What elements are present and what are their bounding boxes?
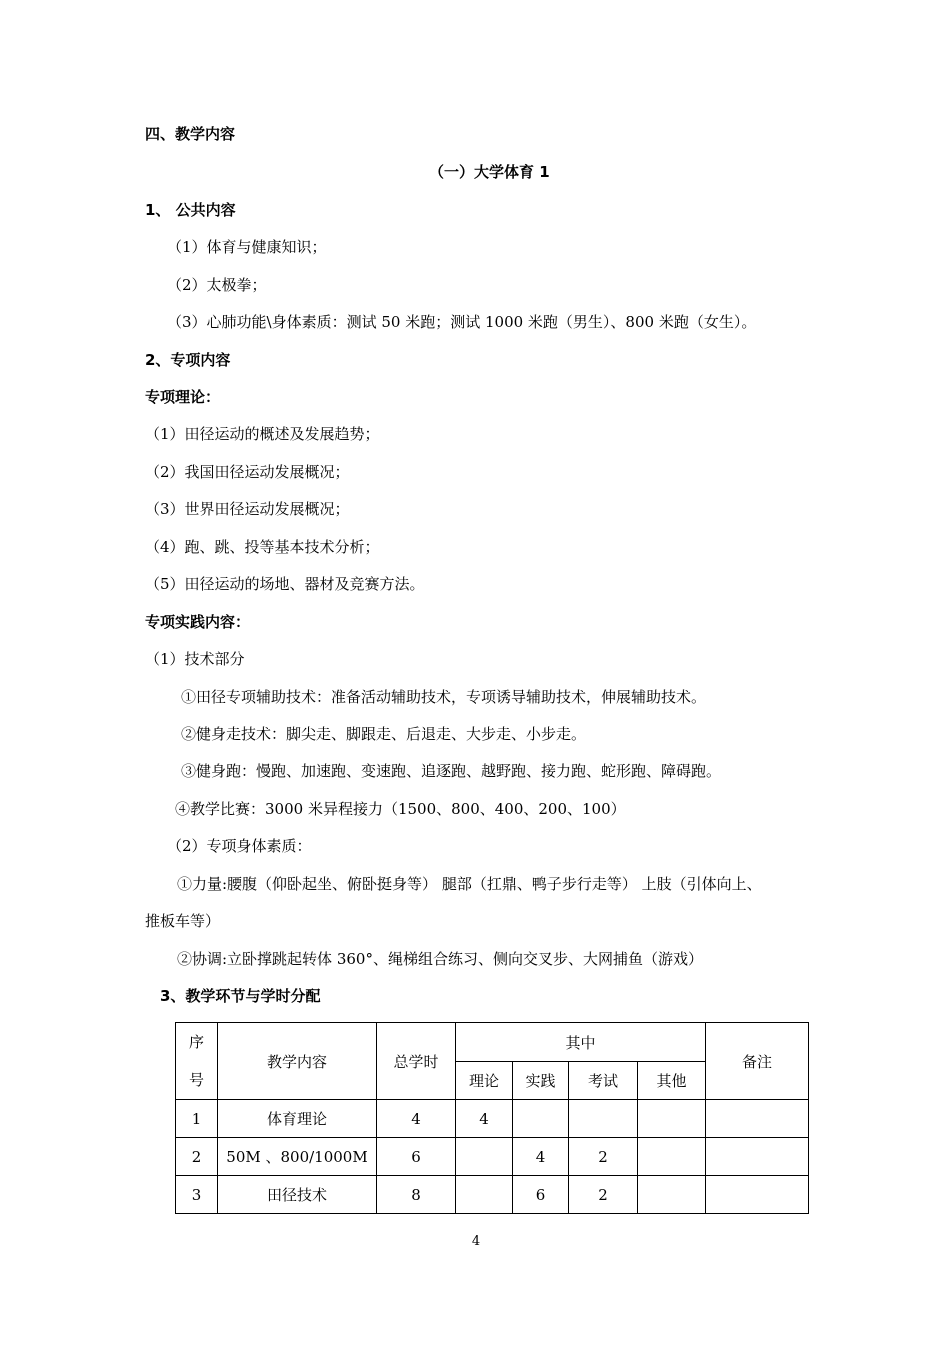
technique-item: ③健身跑：慢跑、加速跑、变速跑、追逐跑、越野跑、接力跑、蛇形跑、障碍跑。: [181, 762, 722, 780]
section-heading: 四、教学内容: [145, 125, 236, 143]
cell-content: 体育理论: [218, 1100, 377, 1138]
public-item: （1）体育与健康知识；: [167, 238, 327, 256]
theory-item: （1）田径运动的概述及发展趋势；: [145, 425, 380, 443]
theory-item: （4）跑、跳、投等基本技术分析；: [145, 538, 380, 556]
cell-content: 田径技术: [218, 1176, 377, 1214]
header-exam: 考试: [569, 1062, 638, 1100]
cell-exam: 2: [569, 1138, 638, 1176]
cell-other: [638, 1176, 706, 1214]
cell-seq: 1: [176, 1100, 218, 1138]
schedule-title: 3、教学环节与学时分配: [160, 987, 321, 1005]
fitness-item-strength-cont: 推板车等）: [145, 912, 221, 930]
header-other: 其他: [638, 1062, 706, 1100]
header-note: 备注: [706, 1023, 809, 1100]
table-row: [176, 1176, 809, 1214]
public-content-title: 1、 公共内容: [145, 201, 236, 219]
theory-item: （2）我国田径运动发展概况；: [145, 463, 350, 481]
cell-note: [706, 1176, 809, 1214]
header-content: 教学内容: [218, 1023, 377, 1100]
cell-theory: 4: [456, 1100, 513, 1138]
header-practice: 实践: [513, 1062, 569, 1100]
header-among: 其中: [456, 1023, 706, 1062]
special-theory-title: 专项理论：: [145, 388, 221, 406]
table-row: [176, 1100, 809, 1138]
hours-table: [175, 1022, 808, 1214]
public-item: （2）太极拳；: [167, 276, 267, 294]
public-item: （3）心肺功能\身体素质：测试 50 米跑；测试 1000 米跑（男生）、800 米跑（女生）。: [167, 313, 757, 331]
cell-content: 50M 、800/1000M: [218, 1138, 377, 1176]
technique-item: ①田径专项辅助技术：准备活动辅助技术，专项诱导辅助技术，伸展辅助技术。: [181, 688, 707, 706]
cell-practice: [513, 1100, 569, 1138]
technique-item: ④教学比赛：3000 米异程接力（1500、800、400、200、100）: [175, 800, 626, 818]
cell-exam: [569, 1100, 638, 1138]
theory-item: （3）世界田径运动发展概况；: [145, 500, 350, 518]
cell-hours: 4: [377, 1100, 456, 1138]
cell-practice: 6: [513, 1176, 569, 1214]
cell-seq: 3: [176, 1176, 218, 1214]
header-seq: 序 号: [176, 1023, 218, 1100]
header-theory: 理论: [456, 1062, 513, 1100]
cell-hours: 6: [377, 1138, 456, 1176]
technique-title: （1）技术部分: [145, 650, 245, 668]
fitness-item-coordination: ②协调:立卧撑跳起转体 360°、绳梯组合练习、侧向交叉步、大网捕鱼（游戏）: [177, 950, 703, 968]
cell-exam: 2: [569, 1176, 638, 1214]
page-number: 4: [471, 1234, 481, 1249]
cell-other: [638, 1138, 706, 1176]
header-total-hours: 总学时: [377, 1023, 456, 1100]
cell-other: [638, 1100, 706, 1138]
cell-note: [706, 1138, 809, 1176]
cell-seq: 2: [176, 1138, 218, 1176]
cell-note: [706, 1100, 809, 1138]
special-content-title: 2、专项内容: [145, 351, 231, 369]
cell-theory: [456, 1176, 513, 1214]
cell-practice: 4: [513, 1138, 569, 1176]
cell-theory: [456, 1138, 513, 1176]
cell-hours: 8: [377, 1176, 456, 1214]
theory-item: （5）田径运动的场地、器材及竞赛方法。: [145, 575, 425, 593]
table-row: [176, 1138, 809, 1176]
fitness-item-strength: ①力量:腰腹（仰卧起坐、俯卧挺身等） 腿部（扛鼎、鸭子步行走等） 上肢（引体向上、: [177, 875, 762, 893]
fitness-title: （2）专项身体素质：: [167, 837, 312, 855]
technique-item: ②健身走技术：脚尖走、脚跟走、后退走、大步走、小步走。: [181, 725, 587, 743]
special-practice-title: 专项实践内容：: [145, 613, 251, 631]
course-subtitle: （一）大学体育 1: [429, 163, 550, 181]
